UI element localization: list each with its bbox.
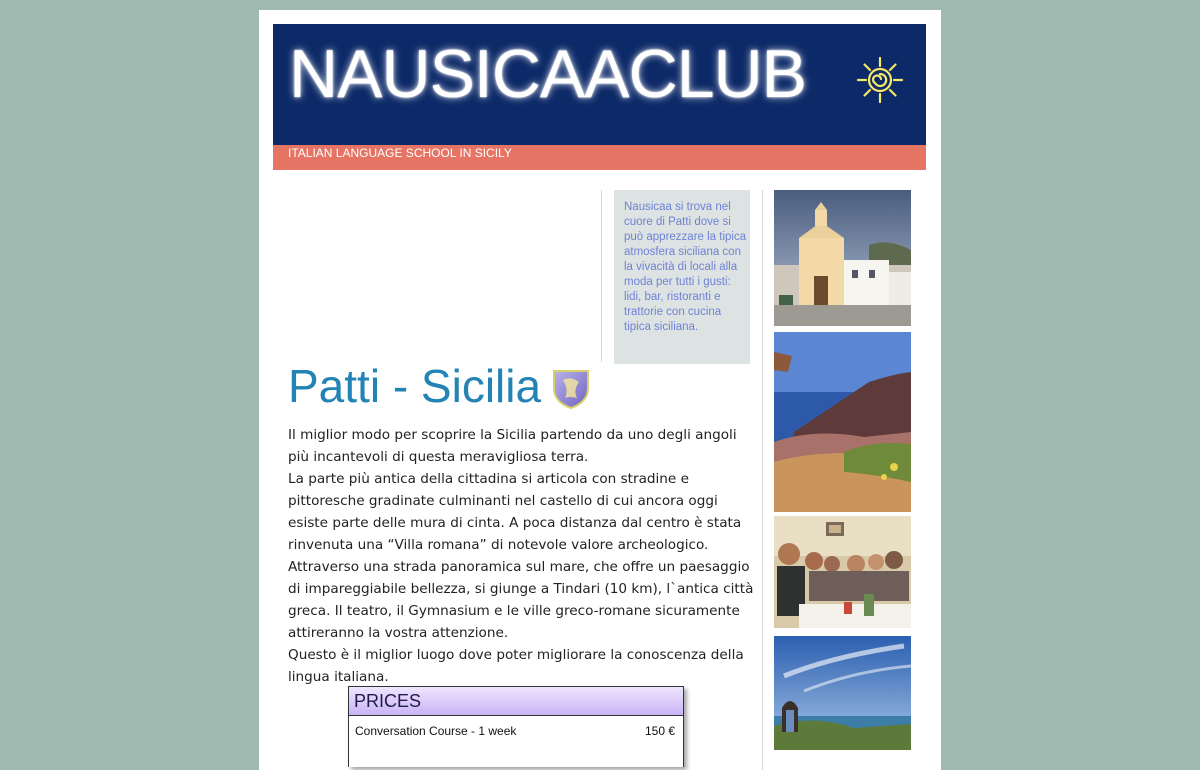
paragraph: La parte più antica della cittadina si articola con stradine e pittoresche gradinate culminanti nel castello di cui ancora oggi esiste parte delle mura di cinta. A poca distanza dal centro è stata rinvenuta una “Villa romana” di notevole valore archeologico. Attraverso una strada panoramica sul mare, che offre un paesaggio di impareggiabile bellezza, si giunge a Tindari (10 km), l`antica città greca. Il teatro, il Gymnasium e le ville greco-romane sicuramente attireranno la vostra attenzione. [288,471,754,641]
group-dinner-photo [774,516,911,628]
divider-right [762,190,763,770]
page-container [259,10,941,770]
course-price: 150 € [644,724,675,738]
coast-photo [774,332,911,512]
crest-icon [551,368,591,410]
site-title[interactable]: NAUSICAACLUB [289,36,807,112]
page-title: Patti - Sicilia [288,360,542,412]
price-row [349,716,683,738]
tagline: ITALIAN LANGUAGE SCHOOL IN SICILY [288,146,512,160]
site-header [273,24,926,145]
sidebar-note: Nausicaa si trova nel cuore di Patti dove si può apprezzare la tipica atmosfera siciliana con la vivacità di locali alla moda per tutti i gusti: lidi, bar, ristoranti e trattorie con cucina tipica siciliana. [614,190,750,364]
paragraph: Questo è il miglior luogo dove poter migliorare la conoscenza della lingua italiana. [288,647,744,685]
prices-table [348,686,684,767]
main-text [288,424,754,688]
sun-logo-icon [856,56,904,104]
paragraph: Il miglior modo per scoprire la Sicilia partendo da uno degli angoli più incantevoli di questa meravigliosa terra. [288,427,737,465]
sea-view-photo [774,636,911,750]
church-photo [774,190,911,326]
course-name: Conversation Course - 1 week [355,724,517,738]
prices-title: PRICES [349,687,683,716]
divider-left [601,190,602,362]
tagline-bar [273,145,926,170]
